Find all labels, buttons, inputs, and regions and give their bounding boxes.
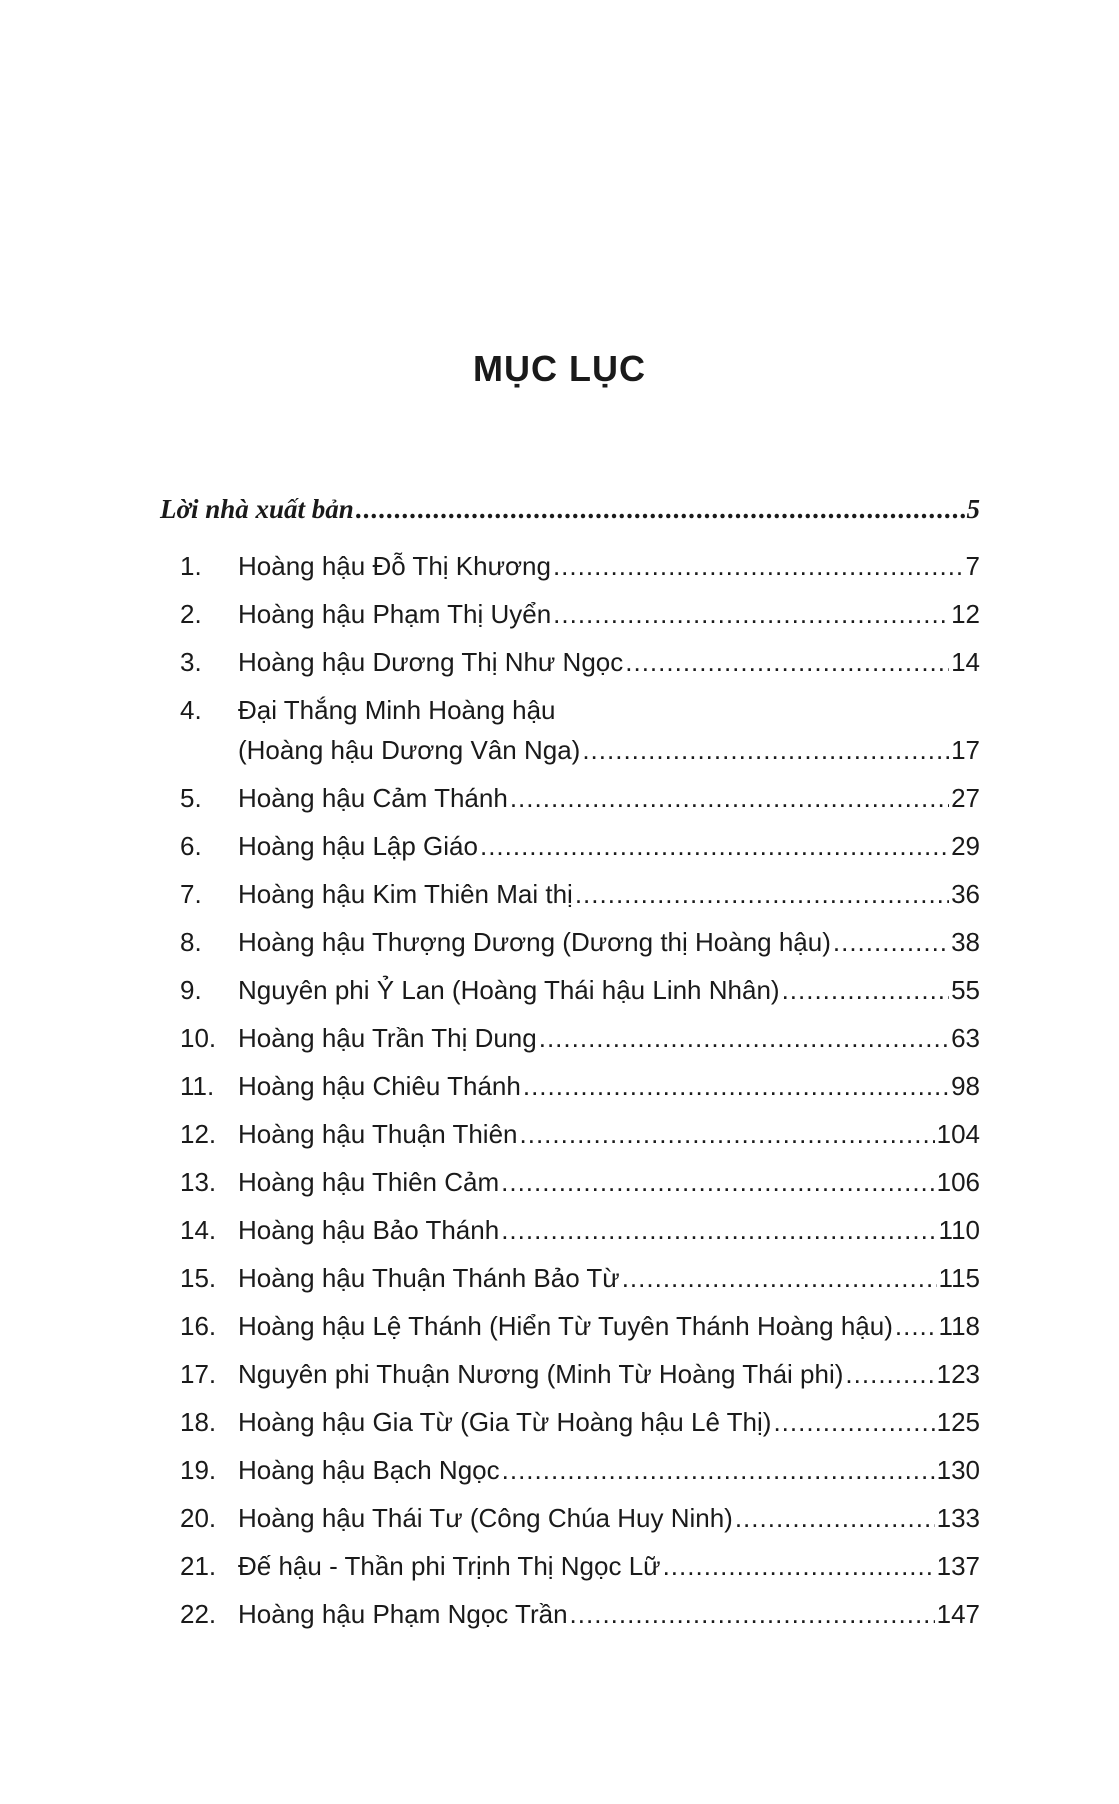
toc-entry-number: 7. (180, 879, 202, 909)
toc-entry-title: Hoàng hậu Chiêu Thánh (238, 1071, 521, 1101)
toc-entry[interactable] (180, 1258, 980, 1298)
toc-entry[interactable] (180, 1594, 980, 1634)
toc-entry-number: 19. (180, 1455, 217, 1485)
leader-dots (553, 594, 949, 634)
toc-entry-page: 63 (951, 1023, 980, 1053)
toc-entry[interactable] (180, 1354, 980, 1394)
toc-entry[interactable] (180, 826, 980, 866)
leader-dots (895, 1306, 937, 1346)
toc-entry-page: 98 (951, 1071, 980, 1101)
toc-entry-page: 17 (951, 735, 980, 765)
leader-dots (510, 778, 949, 818)
toc-entry-page: 147 (936, 1599, 980, 1629)
toc-entry-page: 125 (936, 1407, 980, 1437)
toc-entry[interactable] (180, 874, 980, 914)
toc-entry-title: Hoàng hậu Phạm Thị Uyển (238, 599, 552, 629)
leader-dots (833, 922, 949, 962)
leader-dots (663, 1546, 935, 1586)
toc-entry-number: 3. (180, 647, 202, 677)
toc-entry-title: Đế hậu - Thần phi Trịnh Thị Ngọc Lữ (238, 1551, 661, 1581)
toc-entry[interactable] (180, 594, 980, 634)
toc-entry-page: 27 (951, 783, 980, 813)
toc-entry-title: Hoàng hậu Thượng Dương (Dương thị Hoàng hậu) (238, 927, 831, 957)
toc-entry-number: 16. (180, 1311, 217, 1341)
toc-entry-number: 11. (180, 1071, 215, 1101)
toc-entry-page: 104 (936, 1119, 980, 1149)
toc-entry-title: Hoàng hậu Cảm Thánh (238, 783, 508, 813)
toc-intro-label: Lời nhà xuất bản (160, 494, 354, 524)
toc-entry-title: Hoàng hậu Thái Tư (Công Chúa Huy Ninh) (238, 1503, 733, 1533)
leader-dots (845, 1354, 934, 1394)
toc-entry[interactable] (180, 922, 980, 962)
leader-dots (570, 1594, 935, 1634)
toc-entry[interactable] (180, 1402, 980, 1442)
toc-entry-number: 4. (180, 695, 202, 725)
toc-entry[interactable] (180, 1162, 980, 1202)
toc-entry[interactable] (180, 1450, 980, 1490)
toc-entry-page: 29 (951, 831, 980, 861)
toc-entry-number: 8. (180, 927, 202, 957)
leader-dots (502, 1450, 935, 1490)
toc-entry-page: 137 (936, 1551, 980, 1581)
leader-dots (782, 970, 950, 1010)
leader-dots (520, 1114, 935, 1154)
toc-entry-title: Hoàng hậu Phạm Ngọc Trần (238, 1599, 568, 1629)
toc-entry-title: Hoàng hậu Lệ Thánh (Hiển Từ Tuyên Thánh Hoàng hậu) (238, 1311, 893, 1341)
leader-dots (480, 826, 949, 866)
leader-dots (735, 1498, 935, 1538)
toc-entry-number: 6. (180, 831, 202, 861)
toc-entry-number: 12. (180, 1119, 217, 1149)
toc-entry[interactable] (180, 778, 980, 818)
toc-entry-page: 12 (951, 599, 980, 629)
leader-dots (622, 1258, 937, 1298)
toc-entry-title: Hoàng hậu Trần Thị Dung (238, 1023, 537, 1053)
toc-entry-title: Hoàng hậu Thuận Thiên (238, 1119, 518, 1149)
toc-entry-page: 36 (951, 879, 980, 909)
toc-entry[interactable] (180, 1018, 980, 1058)
toc-entry[interactable] (180, 546, 980, 586)
toc-entry-title: Hoàng hậu Đỗ Thị Khương (238, 551, 551, 581)
toc-intro-entry[interactable] (160, 494, 980, 534)
toc-entry-page: 123 (936, 1359, 980, 1389)
leader-dots (539, 1018, 949, 1058)
toc-entry-page: 38 (951, 927, 980, 957)
toc-entry-number: 17. (180, 1359, 217, 1389)
toc-entry-number: 5. (180, 783, 202, 813)
toc-entry-title: Hoàng hậu Thuận Thánh Bảo Từ (238, 1263, 620, 1293)
toc-entry-title-continued: (Hoàng hậu Dương Vân Nga) (238, 735, 581, 765)
toc-entry[interactable] (180, 642, 980, 682)
leader-dots (523, 1066, 949, 1106)
leader-dots (575, 874, 949, 914)
toc-entry[interactable] (180, 1066, 980, 1106)
toc-entry-page: 7 (965, 551, 980, 581)
leader-dots (625, 642, 949, 682)
toc-entry-title: Hoàng hậu Dương Thị Như Ngọc (238, 647, 624, 677)
toc-entry-number: 9. (180, 975, 202, 1005)
toc-entry-number: 18. (180, 1407, 217, 1437)
toc-entry-title: Nguyên phi Ỷ Lan (Hoàng Thái hậu Linh Nhân) (238, 975, 780, 1005)
toc-entry-title: Hoàng hậu Thiên Cảm (238, 1167, 500, 1197)
toc-entry-number: 21. (180, 1551, 217, 1581)
leader-dots (773, 1402, 934, 1442)
toc-entry-number: 1. (180, 551, 202, 581)
toc-entry-title: Đại Thắng Minh Hoàng hậu (238, 695, 556, 725)
toc-entry-page: 14 (951, 647, 980, 677)
toc-entry-page: 110 (938, 1215, 980, 1245)
toc-entry-page: 133 (936, 1503, 980, 1533)
toc-entry-page: 106 (936, 1167, 980, 1197)
toc-entry-title: Hoàng hậu Kim Thiên Mai thị (238, 879, 573, 909)
toc-entry[interactable] (180, 1210, 980, 1250)
toc-entry[interactable] (180, 970, 980, 1010)
toc-entry-page: 55 (951, 975, 980, 1005)
page-title: MỤC LỤC (473, 348, 646, 389)
leader-dots (356, 494, 965, 525)
leader-dots (501, 1210, 936, 1250)
toc-entry-title: Hoàng hậu Lập Giáo (238, 831, 478, 861)
leader-dots (582, 730, 949, 770)
toc-entry-number: 20. (180, 1503, 217, 1533)
toc-entry[interactable] (180, 1114, 980, 1154)
toc-entry-number: 15. (180, 1263, 217, 1293)
leader-dots (553, 546, 964, 586)
toc-entry-number: 10. (180, 1023, 217, 1053)
toc-entry-title: Hoàng hậu Bạch Ngọc (238, 1455, 500, 1485)
toc-entry-title: Hoàng hậu Gia Từ (Gia Từ Hoàng hậu Lê Thị) (238, 1407, 772, 1437)
toc-entry-page: 118 (938, 1311, 980, 1341)
toc-intro-page: 5 (966, 494, 980, 524)
toc-entry-number: 2. (180, 599, 202, 629)
toc-entry[interactable] (180, 690, 980, 770)
toc-entry-title: Nguyên phi Thuận Nương (Minh Từ Hoàng Thái phi) (238, 1359, 844, 1389)
toc-entry[interactable] (180, 1498, 980, 1538)
toc-entry-number: 22. (180, 1599, 217, 1629)
toc-entry-number: 14. (180, 1215, 217, 1245)
leader-dots (501, 1162, 934, 1202)
toc-entry[interactable] (180, 1546, 980, 1586)
toc-entry-page: 130 (936, 1455, 980, 1485)
toc-entry-title: Hoàng hậu Bảo Thánh (238, 1215, 500, 1245)
toc-entry[interactable] (180, 1306, 980, 1346)
toc-entry-number: 13. (180, 1167, 217, 1197)
toc-entry-page: 115 (938, 1263, 980, 1293)
